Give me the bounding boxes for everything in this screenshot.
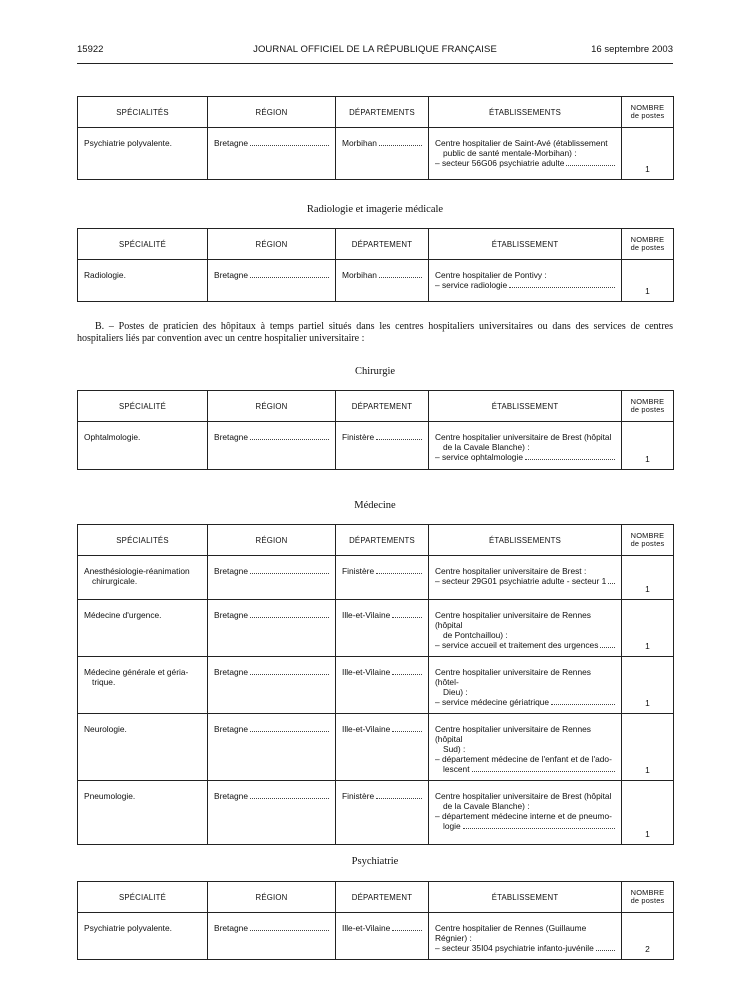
table-header-row (78, 229, 674, 260)
cell-region: Bretagne (208, 600, 336, 657)
section-title-medecine: Médecine (354, 500, 396, 511)
col-specialite: SPÉCIALITÉS (78, 525, 208, 556)
cell-departement: Morbihan (336, 260, 429, 302)
cell-departement: Finistère (336, 781, 429, 845)
cell-etablissement: Centre hospitalier universitaire de Rennes (hôtel- Dieu) : – service médecine gériatrique (429, 657, 622, 714)
col-nombre: NOMBRE de postes (622, 97, 674, 128)
cell-nombre: 1 (622, 600, 674, 657)
table-row (78, 128, 674, 180)
table-header-row (78, 882, 674, 913)
cell-nombre: 1 (622, 128, 674, 180)
section-title-chirurgie: Chirurgie (354, 366, 396, 377)
cell-region: Bretagne (208, 657, 336, 714)
cell-nombre: 1 (622, 260, 674, 302)
col-nombre: NOMBRE de postes (622, 882, 674, 913)
cell-specialite: Psychiatrie polyvalente. (78, 128, 208, 180)
table-header-row (78, 391, 674, 422)
paragraph-b: B. – Postes de praticien des hôpitaux à temps partiel situés dans les centres hospitaliers universitaires ou dans des services de centres hospitaliers liés par convention avec un centre hospitalier universitaire : (77, 321, 673, 344)
table-header-row (78, 97, 674, 128)
col-region: RÉGION (208, 391, 336, 422)
col-departement: DÉPARTEMENT (336, 882, 429, 913)
cell-region: Bretagne (208, 556, 336, 600)
cell-region: Bretagne (208, 714, 336, 781)
table-row (78, 781, 674, 845)
col-nombre: NOMBRE de postes (622, 525, 674, 556)
cell-etablissement: Centre hospitalier de Rennes (Guillaume Régnier) : – secteur 35I04 psychiatrie infanto-juvénile (429, 913, 622, 960)
cell-etablissement: Centre hospitalier de Saint-Avé (établissement public de santé mentale-Morbihan) : – secteur 56G06 psychiatrie adulte (429, 128, 622, 180)
cell-region: Bretagne (208, 128, 336, 180)
col-departement: DÉPARTEMENTS (336, 97, 429, 128)
col-etablissement: ÉTABLISSEMENT (429, 229, 622, 260)
table-row (78, 556, 674, 600)
cell-departement: Ille-et-Vilaine (336, 913, 429, 960)
header-rule (77, 63, 673, 64)
table-row (78, 422, 674, 470)
table-row (78, 260, 674, 302)
col-departement: DÉPARTEMENT (336, 229, 429, 260)
cell-departement: Ille-et-Vilaine (336, 714, 429, 781)
table-medecine (77, 524, 674, 845)
table-row (78, 600, 674, 657)
cell-region: Bretagne (208, 781, 336, 845)
col-etablissement: ÉTABLISSEMENTS (429, 97, 622, 128)
col-region: RÉGION (208, 97, 336, 128)
table-chirurgie (77, 390, 674, 470)
cell-nombre: 1 (622, 657, 674, 714)
cell-specialite: Anesthésiologie-réanimation chirurgicale. (78, 556, 208, 600)
cell-specialite: Radiologie. (78, 260, 208, 302)
cell-specialite: Médecine générale et géria- trique. (78, 657, 208, 714)
cell-region: Bretagne (208, 260, 336, 302)
cell-specialite: Ophtalmologie. (78, 422, 208, 470)
col-region: RÉGION (208, 882, 336, 913)
publication-date: 16 septembre 2003 (591, 44, 673, 55)
cell-nombre: 1 (622, 714, 674, 781)
cell-nombre: 1 (622, 556, 674, 600)
table-psychiatrie-saint-ave (77, 96, 674, 180)
table-row (78, 714, 674, 781)
cell-departement: Finistère (336, 556, 429, 600)
cell-nombre: 2 (622, 913, 674, 960)
cell-etablissement: Centre hospitalier de Pontivy : – service radiologie (429, 260, 622, 302)
cell-nombre: 1 (622, 781, 674, 845)
cell-etablissement: Centre hospitalier universitaire de Rennes (hôpital de Pontchaillou) : – service accueil et traitement des urgences (429, 600, 622, 657)
cell-etablissement: Centre hospitalier universitaire de Brest : – secteur 29G01 psychiatrie adulte - secteur 1 (429, 556, 622, 600)
col-departement: DÉPARTEMENT (336, 391, 429, 422)
cell-specialite: Psychiatrie polyvalente. (78, 913, 208, 960)
cell-specialite: Médecine d'urgence. (78, 600, 208, 657)
section-title-psychiatrie: Psychiatrie (351, 856, 399, 867)
col-nombre: NOMBRE de postes (622, 229, 674, 260)
col-specialite: SPÉCIALITÉ (78, 391, 208, 422)
table-psychiatrie-rennes (77, 881, 674, 960)
cell-region: Bretagne (208, 913, 336, 960)
cell-departement: Ille-et-Vilaine (336, 657, 429, 714)
table-header-row (78, 525, 674, 556)
col-specialite: SPÉCIALITÉS (78, 97, 208, 128)
col-etablissement: ÉTABLISSEMENTS (429, 525, 622, 556)
cell-etablissement: Centre hospitalier universitaire de Brest (hôpital de la Cavale Blanche) : – service ophtalmologie (429, 422, 622, 470)
cell-region: Bretagne (208, 422, 336, 470)
cell-departement: Finistère (336, 422, 429, 470)
page-header (77, 44, 673, 58)
table-row (78, 657, 674, 714)
col-region: RÉGION (208, 525, 336, 556)
col-departement: DÉPARTEMENTS (336, 525, 429, 556)
cell-specialite: Pneumologie. (78, 781, 208, 845)
cell-nombre: 1 (622, 422, 674, 470)
cell-specialite: Neurologie. (78, 714, 208, 781)
table-row (78, 913, 674, 960)
cell-etablissement: Centre hospitalier universitaire de Brest (hôpital de la Cavale Blanche) : – département médecine interne et de pneumo- logie (429, 781, 622, 845)
col-specialite: SPÉCIALITÉ (78, 229, 208, 260)
table-radiologie (77, 228, 674, 302)
col-etablissement: ÉTABLISSEMENT (429, 882, 622, 913)
page-number: 15922 (77, 44, 104, 55)
cell-departement: Ille-et-Vilaine (336, 600, 429, 657)
journal-title: JOURNAL OFFICIEL DE LA RÉPUBLIQUE FRANÇAISE (253, 44, 497, 55)
col-nombre: NOMBRE de postes (622, 391, 674, 422)
cell-etablissement: Centre hospitalier universitaire de Rennes (hôpital Sud) : – département médecine de l'enfant et de l'ado- lescent (429, 714, 622, 781)
section-title-radiologie: Radiologie et imagerie médicale (306, 204, 444, 215)
col-etablissement: ÉTABLISSEMENT (429, 391, 622, 422)
col-region: RÉGION (208, 229, 336, 260)
col-specialite: SPÉCIALITÉ (78, 882, 208, 913)
cell-departement: Morbihan (336, 128, 429, 180)
